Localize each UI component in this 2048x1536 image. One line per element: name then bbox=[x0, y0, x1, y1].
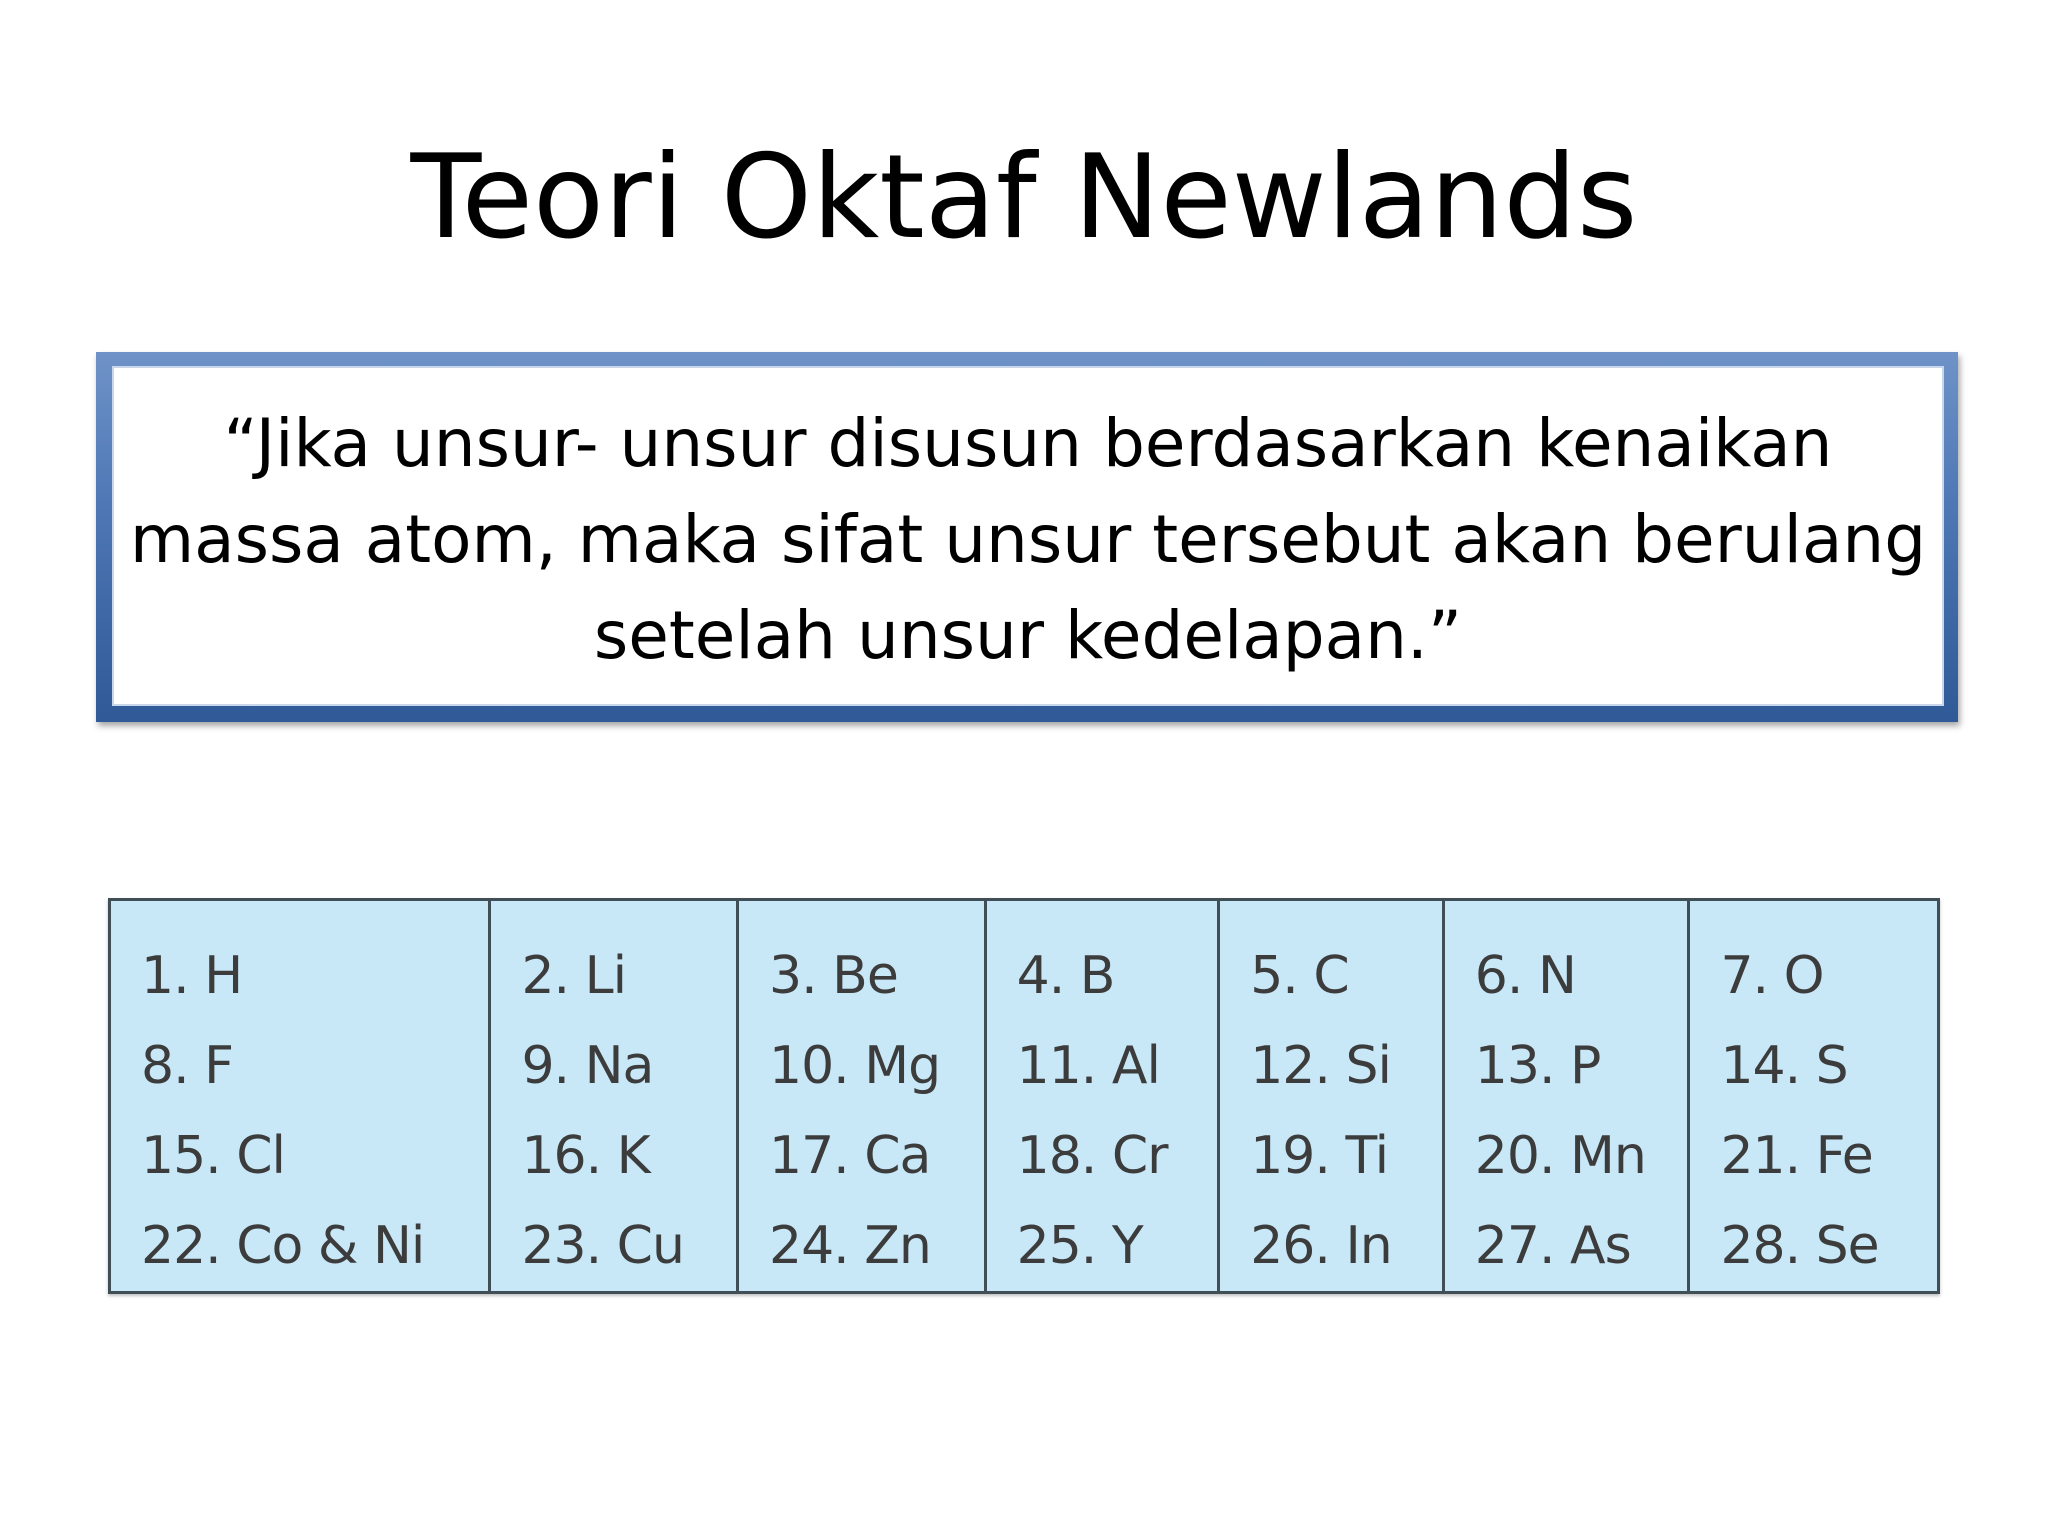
element-entry: 15. Cl bbox=[141, 1126, 285, 1186]
element-entry: 13. P bbox=[1474, 1036, 1601, 1096]
table-column-3 bbox=[738, 900, 986, 1293]
element-entry: 9. Na bbox=[521, 1036, 654, 1096]
table-row bbox=[110, 900, 1939, 1293]
quote-text: “Jika unsur- unsur disusun berdasarkan kenaikan massa atom, maka sifat unsur tersebut akan berulang setelah unsur kedelapan.” bbox=[129, 405, 1927, 674]
quote-box-inner bbox=[112, 366, 1944, 706]
element-entry: 8. F bbox=[141, 1036, 234, 1096]
element-entry: 26. In bbox=[1250, 1216, 1392, 1276]
element-entry: 7. O bbox=[1720, 946, 1824, 1006]
element-entry: 19. Ti bbox=[1250, 1126, 1389, 1186]
table-column-7 bbox=[1689, 900, 1939, 1293]
element-entry: 10. Mg bbox=[769, 1036, 941, 1096]
element-entry: 5. C bbox=[1250, 946, 1349, 1006]
element-entry: 12. Si bbox=[1250, 1036, 1391, 1096]
element-entry: 24. Zn bbox=[769, 1216, 931, 1276]
quote-box bbox=[96, 352, 1958, 722]
element-entry: 1. H bbox=[141, 946, 243, 1006]
slide-title: Teori Oktaf Newlands bbox=[410, 130, 1638, 265]
table-column-6 bbox=[1443, 900, 1689, 1293]
element-entry: 28. Se bbox=[1720, 1216, 1879, 1276]
element-entry: 16. K bbox=[521, 1126, 650, 1186]
table-column-5 bbox=[1219, 900, 1444, 1293]
element-entry: 23. Cu bbox=[521, 1216, 684, 1276]
element-entry: 18. Cr bbox=[1016, 1126, 1168, 1186]
element-entry: 27. As bbox=[1474, 1216, 1631, 1276]
table-column-4 bbox=[985, 900, 1219, 1293]
element-entry: 22. Co & Ni bbox=[141, 1216, 425, 1276]
element-entry: 17. Ca bbox=[769, 1126, 931, 1186]
element-entry: 6. N bbox=[1474, 946, 1576, 1006]
element-entry: 14. S bbox=[1720, 1036, 1848, 1096]
element-entry: 4. B bbox=[1016, 946, 1115, 1006]
element-entry: 3. Be bbox=[769, 946, 898, 1006]
element-entry: 25. Y bbox=[1016, 1216, 1143, 1276]
octave-table bbox=[108, 898, 1940, 1294]
element-entry: 2. Li bbox=[521, 946, 627, 1006]
element-entry: 20. Mn bbox=[1474, 1126, 1646, 1186]
table-column-1 bbox=[110, 900, 490, 1293]
element-entry: 11. Al bbox=[1016, 1036, 1160, 1096]
table-column-2 bbox=[490, 900, 738, 1293]
element-entry: 21. Fe bbox=[1720, 1126, 1873, 1186]
